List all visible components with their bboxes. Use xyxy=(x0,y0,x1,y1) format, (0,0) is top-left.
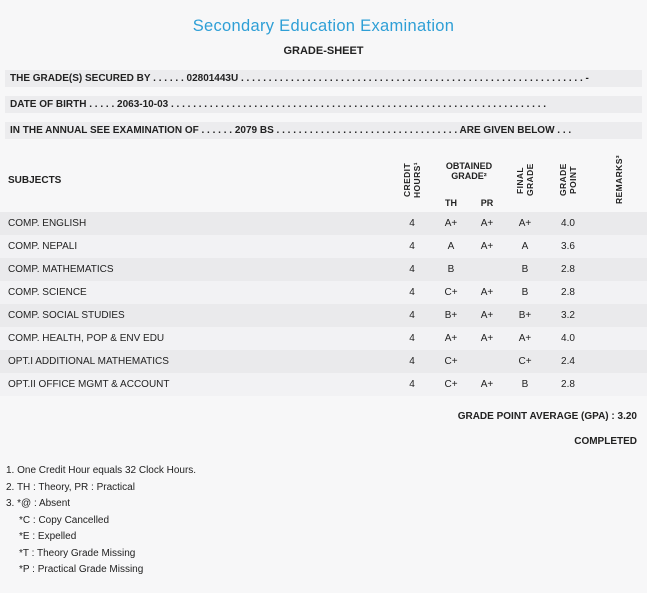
footnote-theory-missing: *T : Theory Grade Missing xyxy=(19,547,136,559)
cell-credit-hours: 4 xyxy=(409,264,415,275)
grade-table xyxy=(0,148,647,396)
cell-credit-hours: 4 xyxy=(409,241,415,252)
cell-grade-point: 2.4 xyxy=(561,356,575,367)
footnote-expelled: *E : Expelled xyxy=(19,531,77,542)
table-row xyxy=(0,212,647,235)
cell-pr-grade: A+ xyxy=(480,333,494,344)
cell-final-grade: B xyxy=(521,379,529,390)
header-grade-point xyxy=(545,148,591,212)
footnote-credit-hour: 1. One Credit Hour equals 32 Clock Hours. xyxy=(6,465,197,476)
footnote-practical-missing: *P : Practical Grade Missing xyxy=(19,564,144,575)
cell-pr-grade: A+ xyxy=(480,310,494,321)
cell-th-grade: C+ xyxy=(444,356,458,367)
header-th: TH xyxy=(445,198,457,208)
table-body xyxy=(0,212,647,396)
cell-subject: OPT.II OFFICE MGMT & ACCOUNT xyxy=(8,379,170,390)
cell-credit-hours: 4 xyxy=(409,356,415,367)
cell-grade-point: 2.8 xyxy=(561,264,575,275)
header-final-grade-label: FINAL GRADE xyxy=(514,163,535,197)
table-row xyxy=(0,304,647,327)
header-obtained-grade: OBTAINED GRADE² xyxy=(445,161,493,181)
table-row xyxy=(0,258,647,281)
header-remarks-label: REMARKS³ xyxy=(613,155,624,205)
gpa-line: GRADE POINT AVERAGE (GPA) : 3.20 xyxy=(457,411,637,422)
cell-grade-point: 2.8 xyxy=(561,379,575,390)
header-obtained-grade-group xyxy=(433,148,505,212)
cell-grade-point: 3.6 xyxy=(561,241,575,252)
cell-th-grade: B xyxy=(447,264,455,275)
cell-th-grade: B+ xyxy=(444,310,458,321)
cell-credit-hours: 4 xyxy=(409,287,415,298)
cell-subject: COMP. NEPALI xyxy=(8,241,78,252)
cell-final-grade: B xyxy=(521,287,529,298)
footnote-th-pr: 2. TH : Theory, PR : Practical xyxy=(6,481,135,493)
grade-sheet-subtitle: GRADE-SHEET xyxy=(283,45,364,57)
cell-credit-hours: 4 xyxy=(409,218,415,229)
header-subjects: SUBJECTS xyxy=(8,174,62,186)
header-credit-hours xyxy=(391,148,433,212)
cell-pr-grade: A+ xyxy=(480,287,494,298)
cell-grade-point: 4.0 xyxy=(561,333,575,344)
footnote-copy-cancelled: *C : Copy Cancelled xyxy=(19,514,110,526)
table-row xyxy=(0,235,647,258)
header-remarks xyxy=(591,148,647,212)
footnote-absent: 3. *@ : Absent xyxy=(6,498,71,509)
cell-final-grade: C+ xyxy=(518,356,532,367)
table-row xyxy=(0,281,647,304)
cell-th-grade: A+ xyxy=(444,333,458,344)
page-title: Secondary Education Examination xyxy=(192,17,455,35)
cell-subject: COMP. MATHEMATICS xyxy=(8,264,114,275)
info-line-date-of-birth: DATE OF BIRTH . . . . . 2063-10-03 . . . . . . . . . . . . . . . . . . . . . . . . . . . . . . . . . . . . . . . . . . . . . . . . . . . . . . . . . . . . . . . . . . . . xyxy=(5,96,642,113)
cell-pr-grade: A+ xyxy=(480,218,494,229)
header-credit-hours-label: CREDIT HOURS¹ xyxy=(401,162,422,198)
table-header xyxy=(0,148,647,212)
cell-th-grade: A xyxy=(447,241,455,252)
cell-pr-grade: A+ xyxy=(480,241,494,252)
cell-th-grade: C+ xyxy=(444,287,458,298)
footnotes xyxy=(6,463,647,579)
table-row xyxy=(0,327,647,350)
info-line-secured-by: THE GRADE(S) SECURED BY . . . . . . 02801443U . . . . . . . . . . . . . . . . . . . . . . . . . . . . . . . . . . . . . . . . . . . . . . . . . . . . . . . . . . . . . . - xyxy=(5,70,642,87)
header-th-pr-row xyxy=(433,194,505,212)
cell-subject: OPT.I ADDITIONAL MATHEMATICS xyxy=(8,356,169,367)
table-row xyxy=(0,373,647,396)
header-grade-point-label: GRADE POINT xyxy=(557,163,578,197)
cell-credit-hours: 4 xyxy=(409,379,415,390)
header-pr: PR xyxy=(480,198,494,208)
summary-section xyxy=(0,411,647,447)
cell-credit-hours: 4 xyxy=(409,310,415,321)
cell-final-grade: B+ xyxy=(518,310,532,321)
cell-pr-grade: A+ xyxy=(480,379,494,390)
cell-grade-point: 3.2 xyxy=(561,310,575,321)
header-final-grade xyxy=(505,148,545,212)
cell-credit-hours: 4 xyxy=(409,333,415,344)
cell-th-grade: C+ xyxy=(444,379,458,390)
cell-final-grade: A xyxy=(521,241,529,252)
status-completed: COMPLETED xyxy=(574,436,637,447)
table-row xyxy=(0,350,647,373)
cell-final-grade: A+ xyxy=(518,218,532,229)
cell-grade-point: 2.8 xyxy=(561,287,575,298)
cell-th-grade: A+ xyxy=(444,218,458,229)
cell-subject: COMP. ENGLISH xyxy=(8,218,87,229)
cell-final-grade: B xyxy=(521,264,529,275)
info-section xyxy=(5,70,642,139)
cell-subject: COMP. SOCIAL STUDIES xyxy=(8,310,125,321)
cell-subject: COMP. SCIENCE xyxy=(8,287,87,298)
cell-subject: COMP. HEALTH, POP & ENV EDU xyxy=(8,333,165,344)
cell-grade-point: 4.0 xyxy=(561,218,575,229)
info-line-examination: IN THE ANNUAL SEE EXAMINATION OF . . . . . . 2079 BS . . . . . . . . . . . . . . . . . . . . . . . . . . . . . . . . . ARE GIVEN BELOW . . . xyxy=(5,122,642,139)
cell-final-grade: A+ xyxy=(518,333,532,344)
